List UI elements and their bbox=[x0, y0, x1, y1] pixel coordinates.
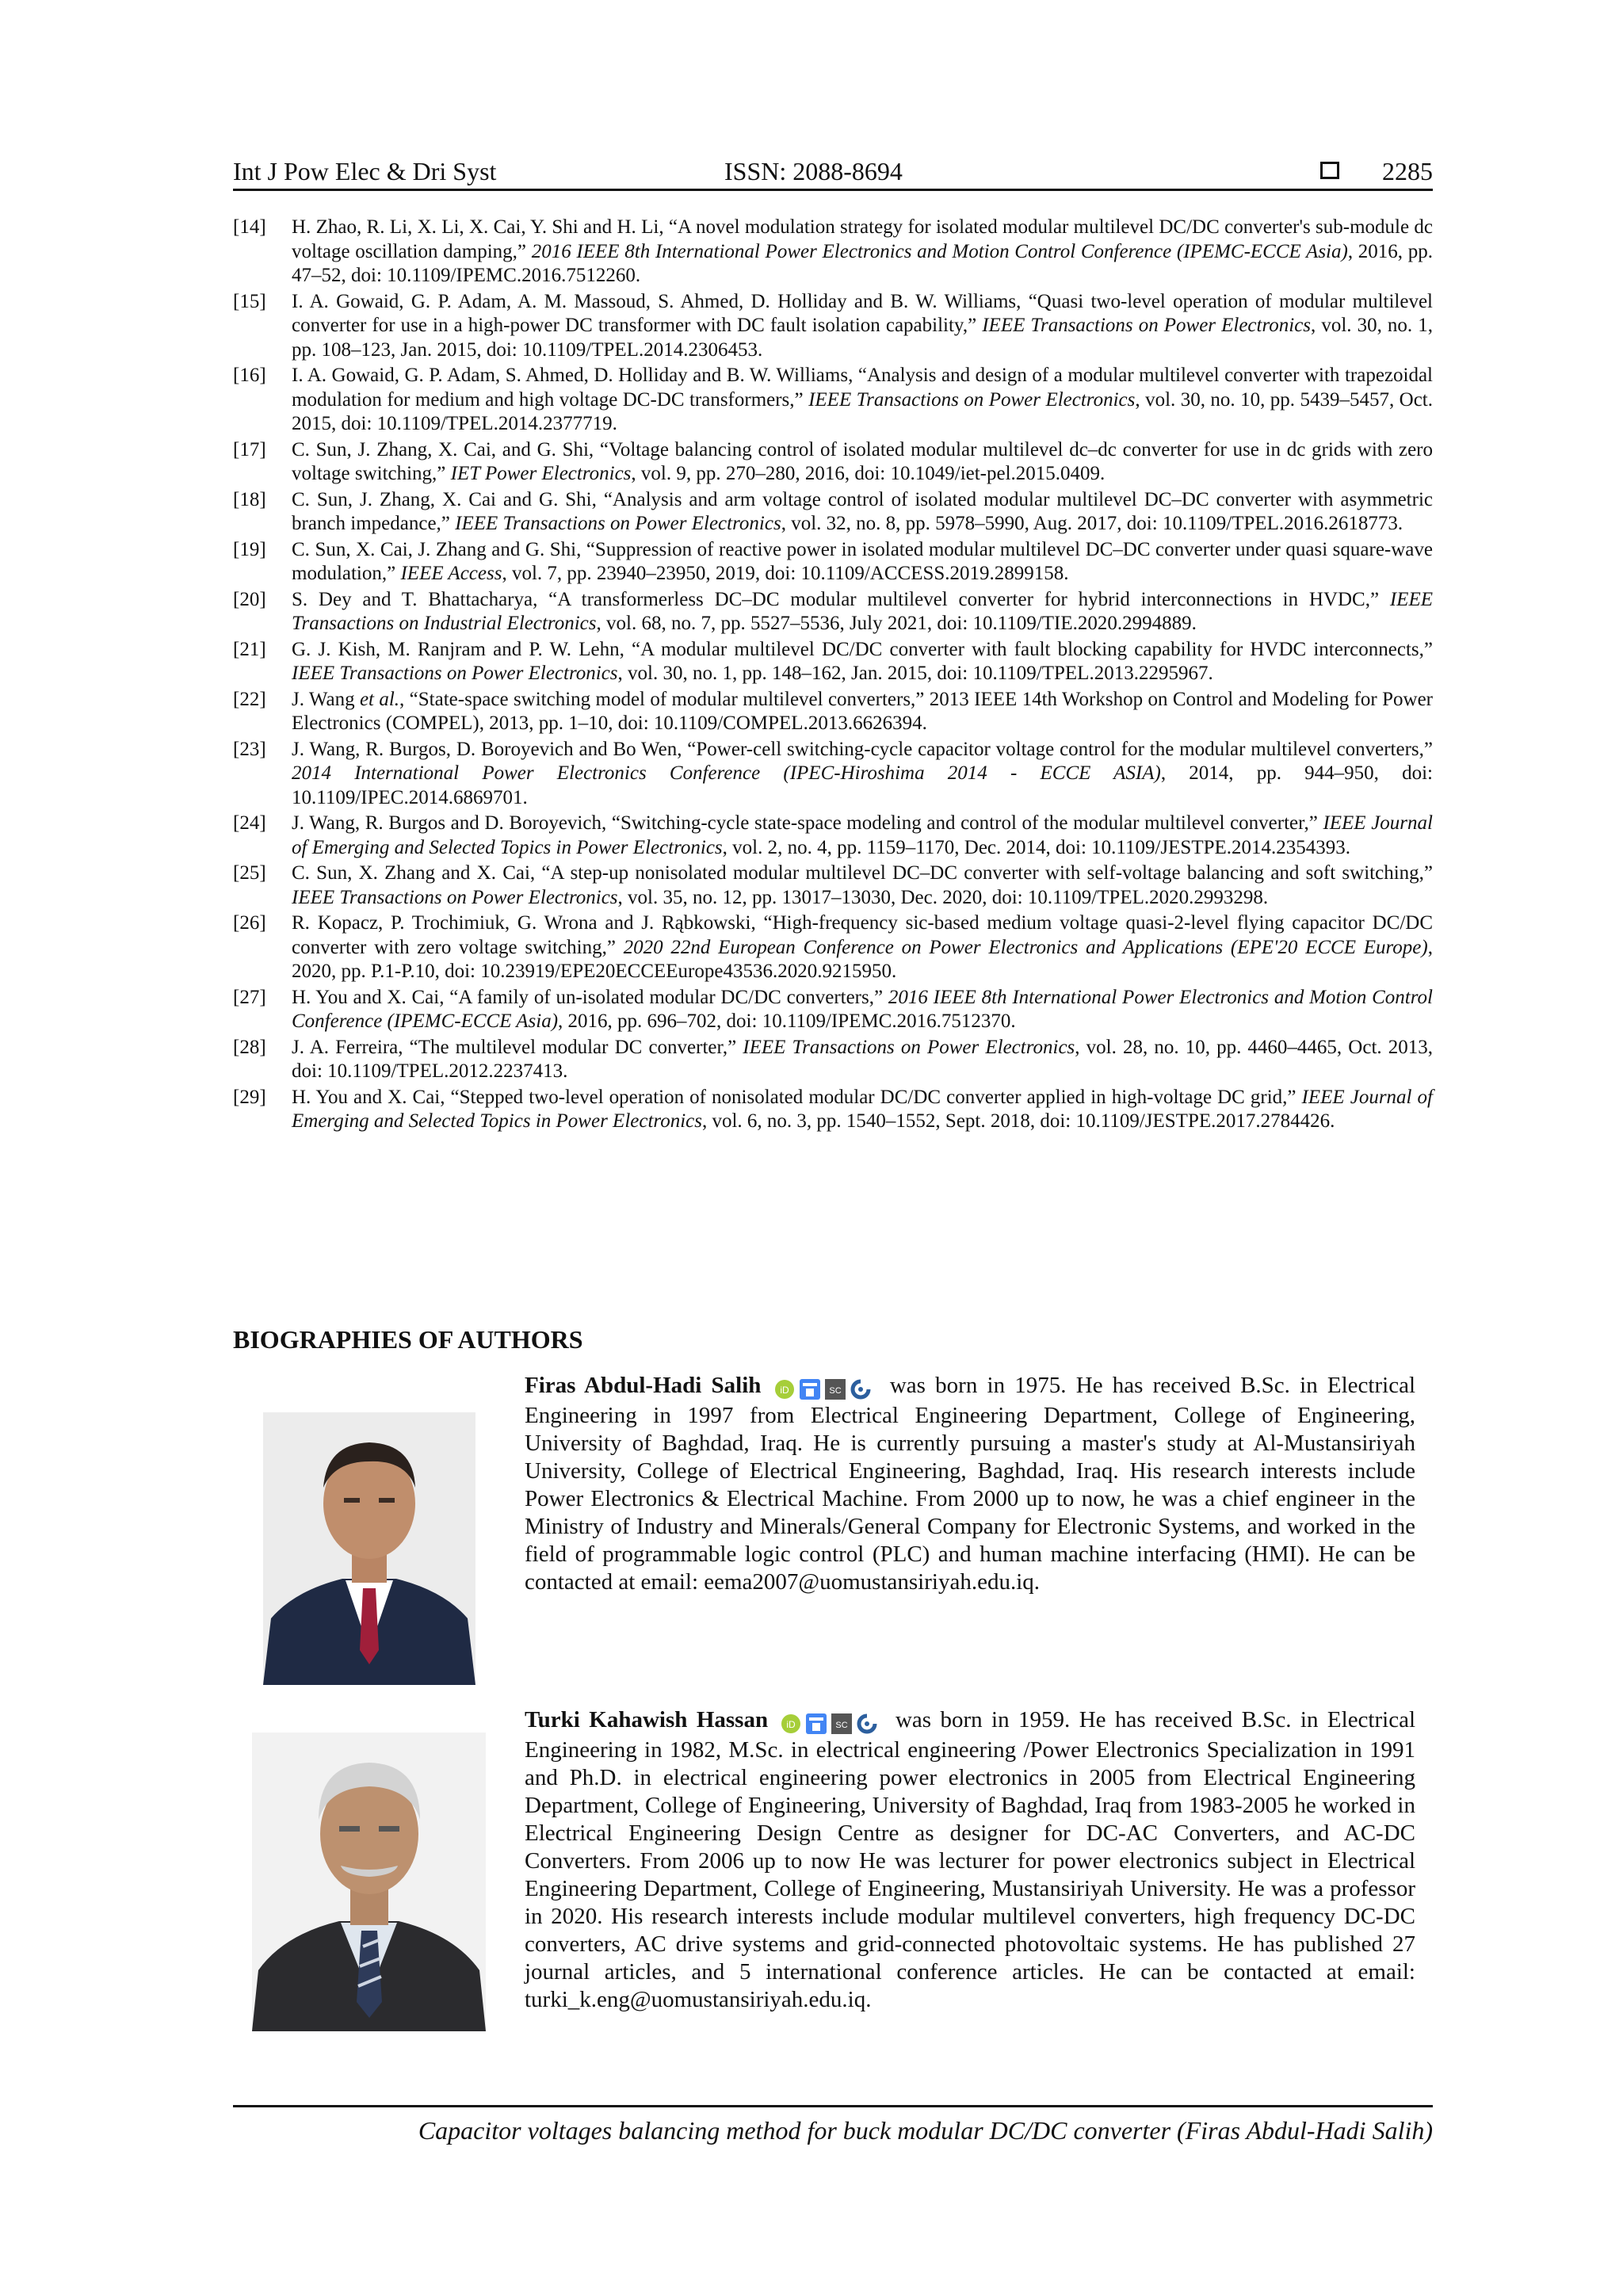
reference-text: J. A. Ferreira, “The multilevel modular DC converter,” IEEE Transactions on Power Electronics, vol. 28, no. 10, pp. 4460–4465, Oct. 2013, doi: 10.1109/TPEL.2012.2237413. bbox=[292, 1036, 1434, 1082]
author-bio bbox=[525, 1706, 1415, 2014]
svg-text:iD: iD bbox=[785, 1719, 796, 1731]
svg-text:iD: iD bbox=[779, 1385, 789, 1396]
reference-text: C. Sun, X. Zhang and X. Cai, “A step-up nonisolated modular multilevel DC–DC converter with self-voltage balancing and soft switching,” IEEE Transactions on Power Electronics, vol. 35, no. 12, pp. 13017–13030, Dec. 2020, doi: 10.1109/TPEL.2020.2993298. bbox=[292, 862, 1433, 908]
reference-text: I. A. Gowaid, G. P. Adam, S. Ahmed, D. Holliday and B. W. Williams, “Analysis and design of a modular multilevel converter with trapezoidal modulation for medium and high voltage DC-DC transformers,” IEEE Transactions on Power Electronics, vol. 30, no. 10, pp. 5439–5457, Oct. 2015, doi: 10.1109/TPEL.2014.2377719. bbox=[292, 365, 1433, 434]
reference-number: [26] bbox=[233, 912, 266, 934]
orcid-icon[interactable] bbox=[774, 1379, 795, 1400]
reference-item bbox=[233, 688, 1433, 736]
reference-text: H. You and X. Cai, “A family of un-isolated modular DC/DC converters,” 2016 IEEE 8th International Power Electronics and Motion Control Conference (IPEMC-ECCE Asia), 2016, pp. 696–702, doi: 10.1109/IPEMC.2016.7512370. bbox=[292, 986, 1433, 1032]
author-profile-badges bbox=[774, 1374, 876, 1402]
author-photo bbox=[263, 1412, 475, 1685]
reference-text: C. Sun, J. Zhang, X. Cai, and G. Shi, “Voltage balancing control of isolated modular multilevel dc–dc converter for use in dc grids with zero voltage switching,” IET Power Electronics, vol. 9, pp. 270–280, 2016, doi: 10.1049/iet-pel.2015.0409. bbox=[292, 438, 1433, 484]
reference-item bbox=[233, 638, 1433, 686]
reference-text: S. Dey and T. Bhattacharya, “A transformerless DC–DC modular multilevel converter for hybrid interconnections in HVDC,” IEEE Transactions on Industrial Electronics, vol. 68, no. 7, pp. 5527–5536, July 2021, doi: 10.1109/TIE.2020.2994889. bbox=[292, 588, 1433, 634]
reference-number: [22] bbox=[233, 688, 266, 710]
reference-item bbox=[233, 216, 1433, 288]
publons-icon[interactable] bbox=[857, 1713, 877, 1734]
issn: ISSN: 2088-8694 bbox=[724, 157, 903, 185]
reference-text: H. You and X. Cai, “Stepped two-level operation of nonisolated modular DC/DC converter applied in high-voltage DC grid,” IEEE Journal of Emerging and Selected Topics in Power Electronics, vol. 6, no. 3, pp. 1540–1552, Sept. 2018, doi: 10.1109/JESTPE.2017.2784426. bbox=[292, 1086, 1433, 1132]
reference-item bbox=[233, 861, 1433, 910]
journal-name: Int J Pow Elec & Dri Syst bbox=[233, 157, 497, 185]
reference-number: [20] bbox=[233, 588, 266, 610]
reference-item bbox=[233, 1036, 1433, 1084]
reference-number: [17] bbox=[233, 438, 266, 460]
reference-text: J. Wang, R. Burgos and D. Boroyevich, “Switching-cycle state-space modeling and control of the modular multilevel converter,” IEEE Journal of Emerging and Selected Topics in Power Electronics, vol. 2, no. 4, pp. 1159–1170, Dec. 2014, doi: 10.1109/JESTPE.2014.2354393. bbox=[292, 812, 1433, 858]
reference-item bbox=[233, 812, 1433, 860]
page-footer: Capacitor voltages balancing method for buck modular DC/DC converter (Firas Abdul-Hadi Salih) bbox=[418, 2116, 1433, 2145]
reference-item bbox=[233, 588, 1433, 636]
references-list bbox=[233, 216, 1433, 1136]
svg-text:SC: SC bbox=[834, 1721, 848, 1731]
biographies-heading: BIOGRAPHIES OF AUTHORS bbox=[233, 1325, 583, 1354]
reference-number: [29] bbox=[233, 1086, 266, 1108]
reference-item bbox=[233, 488, 1433, 537]
reference-number: [18] bbox=[233, 488, 266, 510]
author-name: Turki Kahawish Hassan bbox=[525, 1707, 769, 1733]
reference-item bbox=[233, 911, 1433, 984]
reference-number: [19] bbox=[233, 538, 266, 560]
scopus-icon[interactable] bbox=[825, 1379, 846, 1400]
checkbox-square-icon bbox=[1320, 162, 1339, 179]
reference-number: [23] bbox=[233, 738, 266, 760]
author-bio-text: was born in 1959. He has received B.Sc. in Electrical Engineering in 1982, M.Sc. in electrical engineering /Power Electronics Specialization in 1991 and Ph.D. in electrical engineering power electronics in 2005 from Electrical Engineering Department, College of Engineering, University of Baghdad, Iraq from 1983-2005 he worked in Electrical Engineering Design Centre as designer for DC-AC Converters, and AC-DC Converters. From 2006 up to now He was lecturer for power electronics subject in Electrical Engineering Department, College of Engineering, Mustansiriyah University. He was a professor in 2020. His research interests include modular multilevel converters, high frequency DC-DC converters, AC drive systems and grid-connected photovoltaic systems. He has published 27 journal articles, and 5 international conference articles. He can be contacted at email: turki_k.eng@uomustansiriyah.edu.iq. bbox=[525, 1707, 1416, 2012]
page-number: 2285 bbox=[1382, 157, 1433, 185]
footer-divider bbox=[233, 2105, 1433, 2107]
reference-text: H. Zhao, R. Li, X. Li, X. Cai, Y. Shi and H. Li, “A novel modulation strategy for isolated modular multilevel DC/DC converter's sub-module dc voltage oscillation damping,” 2016 IEEE 8th International Power Electronics and Motion Control Conference (IPEMC-ECCE Asia), 2016, pp. 47–52, doi: 10.1109/IPEMC.2016.7512260. bbox=[292, 216, 1433, 286]
reference-text: R. Kopacz, P. Trochimiuk, G. Wrona and J. Rąbkowski, “High-frequency sic-based medium voltage quasi-2-level flying capacitor DC/DC converter with zero voltage switching,” 2020 22nd European Conference on Power Electronics and Applications (EPE'20 ECCE Europe), 2020, pp. P.1-P.10, doi: 10.23919/EPE20ECCEEurope43536.2020.9215950. bbox=[292, 912, 1433, 982]
reference-text: C. Sun, X. Cai, J. Zhang and G. Shi, “Suppression of reactive power in isolated modular multilevel DC–DC converter under quasi square-wave modulation,” IEEE Access, vol. 7, pp. 23940–23950, 2019, doi: 10.1109/ACCESS.2019.2899158. bbox=[292, 538, 1433, 584]
author-portrait-image bbox=[252, 1733, 486, 2031]
reference-text: J. Wang, R. Burgos, D. Boroyevich and Bo Wen, “Power-cell switching-cycle capacitor voltage control for the modular multilevel converters,” 2014 International Power Electronics Conference (IPEC-Hiroshima 2014 - ECCE ASIA), 2014, pp. 944–950, doi: 10.1109/IPEC.2014.6869701. bbox=[292, 738, 1433, 808]
reference-number: [16] bbox=[233, 365, 266, 386]
author-bio bbox=[525, 1372, 1415, 1596]
google-scholar-icon[interactable] bbox=[806, 1713, 827, 1734]
author-name: Firas Abdul-Hadi Salih bbox=[525, 1373, 762, 1398]
publons-icon[interactable] bbox=[850, 1379, 871, 1400]
reference-number: [28] bbox=[233, 1036, 266, 1058]
reference-number: [27] bbox=[233, 986, 266, 1008]
reference-number: [21] bbox=[233, 638, 266, 660]
reference-item bbox=[233, 1086, 1433, 1134]
reference-text: J. Wang et al., “State-space switching model of modular multilevel converters,” 2013 IEEE 14th Workshop on Control and Modeling for Power Electronics (COMPEL), 2013, pp. 1–10, doi: 10.1109/COMPEL.2013.6626394. bbox=[292, 688, 1433, 734]
reference-number: [25] bbox=[233, 862, 266, 884]
reference-number: [14] bbox=[233, 216, 266, 238]
reference-number: [24] bbox=[233, 812, 266, 834]
reference-item bbox=[233, 538, 1433, 586]
reference-item bbox=[233, 438, 1433, 487]
page-header bbox=[233, 154, 1433, 191]
reference-text: I. A. Gowaid, G. P. Adam, A. M. Massoud, S. Ahmed, D. Holliday and B. W. Williams, “Quasi two-level operation of modular multilevel converter for use in a high-power DC transformer with DC fault isolation capability,” IEEE Transactions on Power Electronics, vol. 30, no. 1, pp. 108–123, Jan. 2015, doi: 10.1109/TPEL.2014.2306453. bbox=[292, 290, 1433, 361]
scopus-icon[interactable] bbox=[831, 1713, 852, 1734]
reference-item bbox=[233, 290, 1433, 363]
reference-text: G. J. Kish, M. Ranjram and P. W. Lehn, “A modular multilevel DC/DC converter with fault blocking capability for HVDC interconnects,” IEEE Transactions on Power Electronics, vol. 30, no. 1, pp. 148–162, Jan. 2015, doi: 10.1109/TPEL.2013.2295967. bbox=[292, 638, 1433, 684]
author-profile-badges bbox=[781, 1709, 882, 1736]
reference-item bbox=[233, 364, 1433, 437]
reference-item bbox=[233, 738, 1433, 811]
orcid-icon[interactable] bbox=[781, 1713, 801, 1734]
svg-text:SC: SC bbox=[829, 1386, 842, 1396]
reference-number: [15] bbox=[233, 290, 266, 312]
author-portrait-image bbox=[263, 1412, 475, 1685]
google-scholar-icon[interactable] bbox=[800, 1379, 820, 1400]
author-bio-text: was born in 1975. He has received B.Sc. in Electrical Engineering in 1997 from Electrical Engineering Department, College of Engineering, University of Baghdad, Iraq. He is currently pursuing a master's study at Al-Mustansiriyah University, College of Electrical Engineering, Baghdad, Iraq. His research interests include Power Electronics & Electrical Machine. From 2000 up to now, he was a chief engineer in the Ministry of Industry and Minerals/General Company for Electronic Systems, and worked in the field of programmable logic control (PLC) and human machine interfacing (HMI). He can be contacted at email: eema2007@uomustansiriyah.edu.iq. bbox=[525, 1373, 1415, 1595]
reference-text: C. Sun, J. Zhang, X. Cai and G. Shi, “Analysis and arm voltage control of isolated modular multilevel DC–DC converter with asymmetric branch impedance,” IEEE Transactions on Power Electronics, vol. 32, no. 8, pp. 5978–5990, Aug. 2017, doi: 10.1109/TPEL.2016.2618773. bbox=[292, 488, 1433, 534]
reference-item bbox=[233, 986, 1433, 1034]
author-photo bbox=[252, 1733, 486, 2031]
